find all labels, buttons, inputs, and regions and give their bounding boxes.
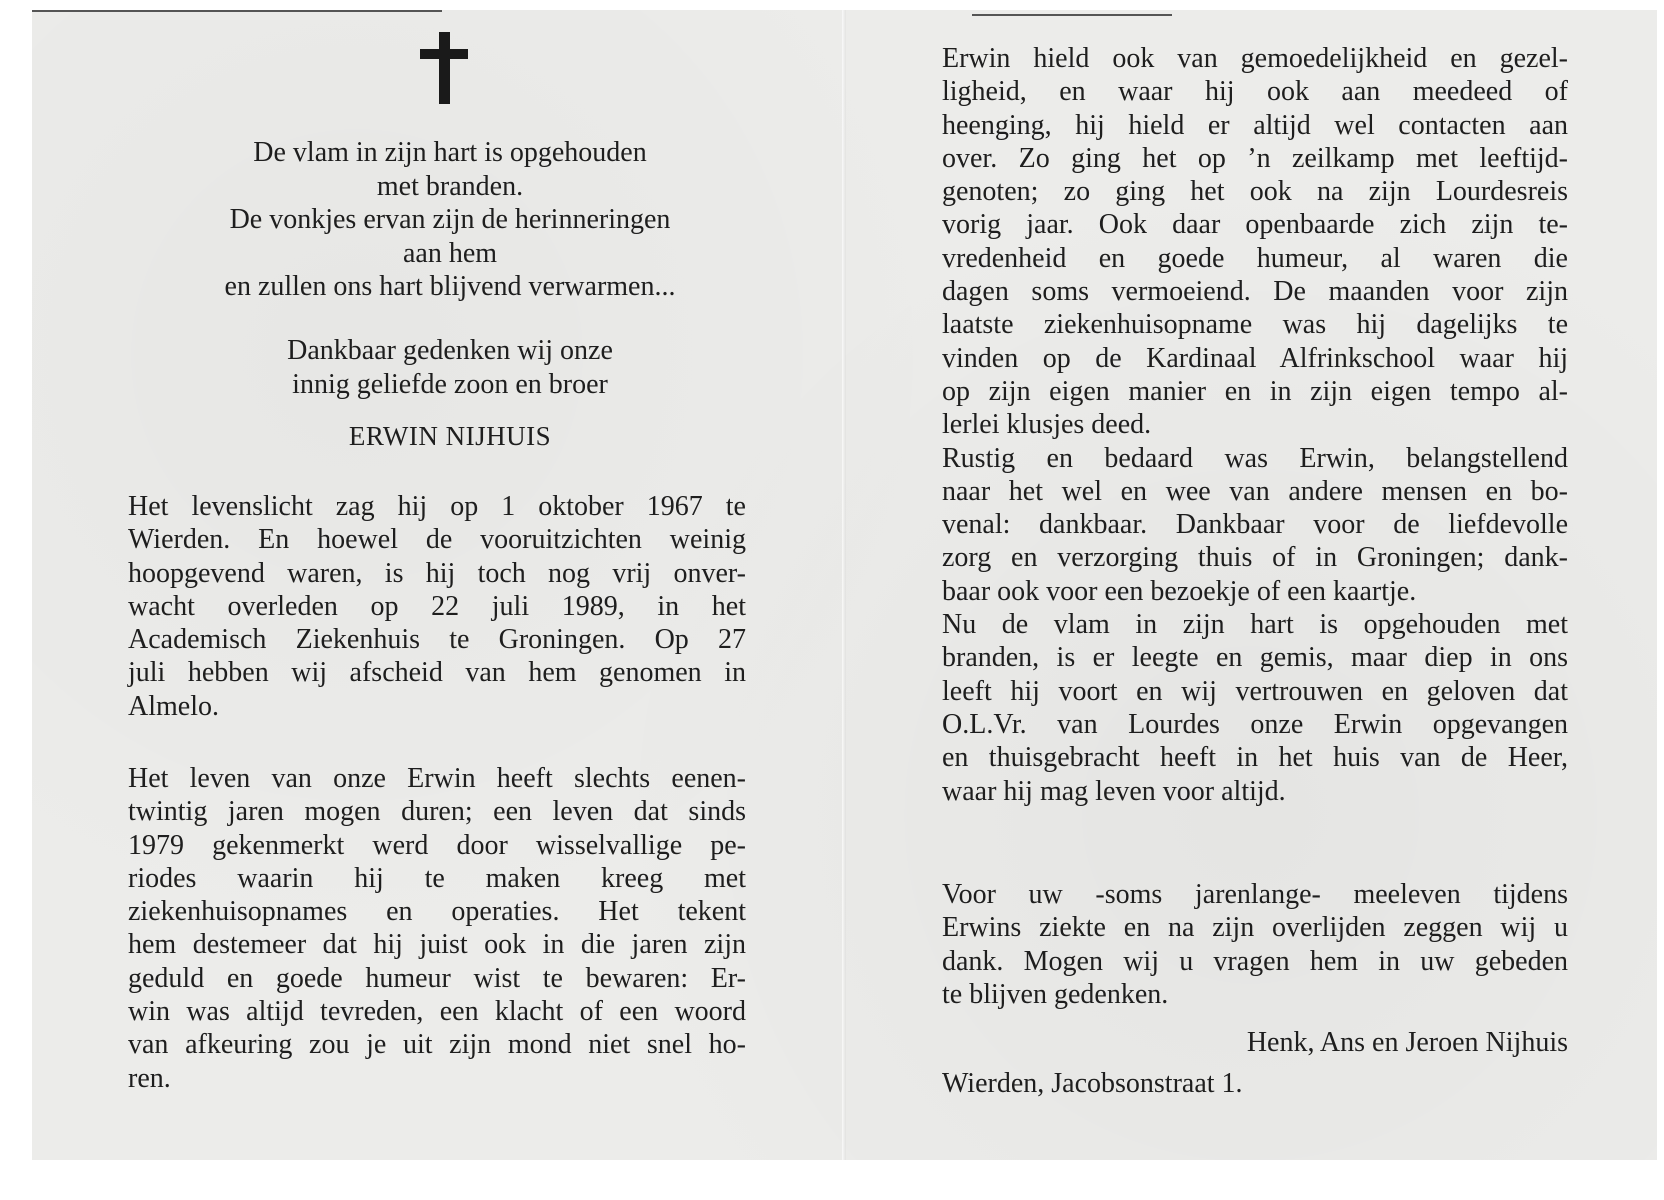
text-line: Het leven van onze Erwin heeft slechts eenen- (128, 763, 746, 794)
text-line: Erwin hield ook van gemoedelijkheid en gezel- (942, 43, 1568, 74)
top-rule-left (32, 10, 442, 12)
cross-icon (420, 32, 468, 104)
text-line: van afkeuring zou je uit zijn mond niet snel ho- (128, 1029, 746, 1061)
text-line: dagen soms vermoeiend. De maanden voor zijn (942, 276, 1568, 308)
text-line: laatste ziekenhuisopname was hij dagelijks te (942, 309, 1568, 341)
text-line: hem destemeer dat hij juist ook in die jaren zijn (128, 929, 746, 961)
text-line: Erwins ziekte en na zijn overlijden zeggen wij u (942, 912, 1568, 944)
dedication-line: innig geliefde zoon en broer (292, 368, 608, 400)
biography-paragraph (128, 490, 746, 723)
text-line: wacht overleden op 22 juli 1989, in het (128, 590, 746, 622)
dedication (150, 334, 750, 401)
poem-line: met branden. (376, 170, 524, 202)
text-line: juli hebben wij afscheid van hem genomen in (128, 657, 746, 689)
text-line: vredenheid en goede humeur, al waren die (942, 242, 1568, 274)
text-line: vinden op de Kardinaal Alfrinkschool waar hij (942, 342, 1568, 374)
poem-line: aan hem (402, 237, 498, 269)
thanks-paragraph (942, 878, 1568, 1011)
text-line: Rustig en bedaard was Erwin, belangstellend (942, 442, 1568, 474)
text-line: O.L.Vr. van Lourdes onze Erwin opgevangen (942, 708, 1568, 740)
text-line: dank. Mogen wij u vragen hem in uw gebeden (942, 945, 1568, 977)
text-line: win was altijd tevreden, een klacht of een woord (128, 996, 746, 1028)
deceased-name: ERWIN NIJHUIS (348, 421, 552, 451)
text-line: te blijven gedenken. (942, 978, 1169, 1010)
text-line: heenging, hij hield er altijd wel contacten aan (942, 109, 1568, 141)
text-line: hoopgevend waren, is hij toch nog vrij onver- (128, 557, 746, 589)
text-line: Academisch Ziekenhuis te Groningen. Op 27 (128, 624, 746, 656)
dedication-line: Dankbaar gedenken wij onze (287, 335, 613, 366)
text-line: riodes waarin hij te maken kreeg met (128, 862, 746, 894)
text-line: over. Zo ging het op ’n zeilkamp met leeftijd- (942, 142, 1568, 174)
text-line: zorg en verzorging thuis of in Groningen; dank- (942, 542, 1568, 574)
text-line: Almelo. (128, 690, 219, 722)
family-signature: Henk, Ans en Jeroen Nijhuis (1246, 1027, 1568, 1058)
text-line: branden, is er leegte en gemis, maar diep in ons (942, 642, 1568, 674)
text-line: 1979 gekenmerkt werd door wisselvallige pe- (128, 829, 746, 861)
text-line: ren. (128, 1062, 171, 1094)
text-line: Het levenslicht zag hij op 1 oktober 1967 te (128, 491, 746, 522)
poem (150, 136, 750, 304)
text-line: Wierden. En hoewel de vooruitzichten weinig (128, 524, 746, 556)
text-line: op zijn eigen manier en in zijn eigen tempo al- (942, 375, 1568, 407)
family-address: Wierden, Jacobsonstraat 1. (942, 1068, 1243, 1099)
poem-line: en zullen ons hart blijvend verwarmen... (224, 271, 676, 302)
text-line: Voor uw -soms jarenlange- meeleven tijdens (942, 879, 1568, 910)
text-line: venal: dankbaar. Dankbaar voor de liefdevolle (942, 509, 1568, 541)
text-line: naar het wel en wee van andere mensen en bo- (942, 475, 1568, 507)
text-line: vorig jaar. Ook daar openbaarde zich zijn te- (942, 209, 1568, 241)
life-paragraph (128, 762, 746, 1095)
character-paragraph (942, 42, 1568, 808)
card-fold (842, 10, 846, 1160)
top-rule-right (972, 14, 1172, 16)
text-line: ligheid, en waar hij ook aan meedeed of (942, 76, 1568, 108)
text-line: leeft hij voort en wij vertrouwen en geloven dat (942, 675, 1568, 707)
text-line: ziekenhuisopnames en operaties. Het tekent (128, 896, 746, 928)
text-line: baar ook voor een bezoekje of een kaartje. (942, 575, 1417, 607)
text-line: twintig jaren mogen duren; een leven dat sinds (128, 796, 746, 828)
text-line: waar hij mag leven voor altijd. (942, 775, 1286, 807)
text-line: Nu de vlam in zijn hart is opgehouden met (942, 609, 1568, 641)
text-line: lerlei klusjes deed. (942, 409, 1152, 441)
poem-line: De vlam in zijn hart is opgehouden (253, 137, 647, 168)
poem-line: De vonkjes ervan zijn de herinneringen (229, 204, 671, 235)
text-line: en thuisgebracht heeft in het huis van de Heer, (942, 742, 1568, 774)
text-line: genoten; zo ging het ook na zijn Lourdesreis (942, 176, 1568, 208)
text-line: geduld en goede humeur wist te bewaren: Er- (128, 962, 746, 994)
